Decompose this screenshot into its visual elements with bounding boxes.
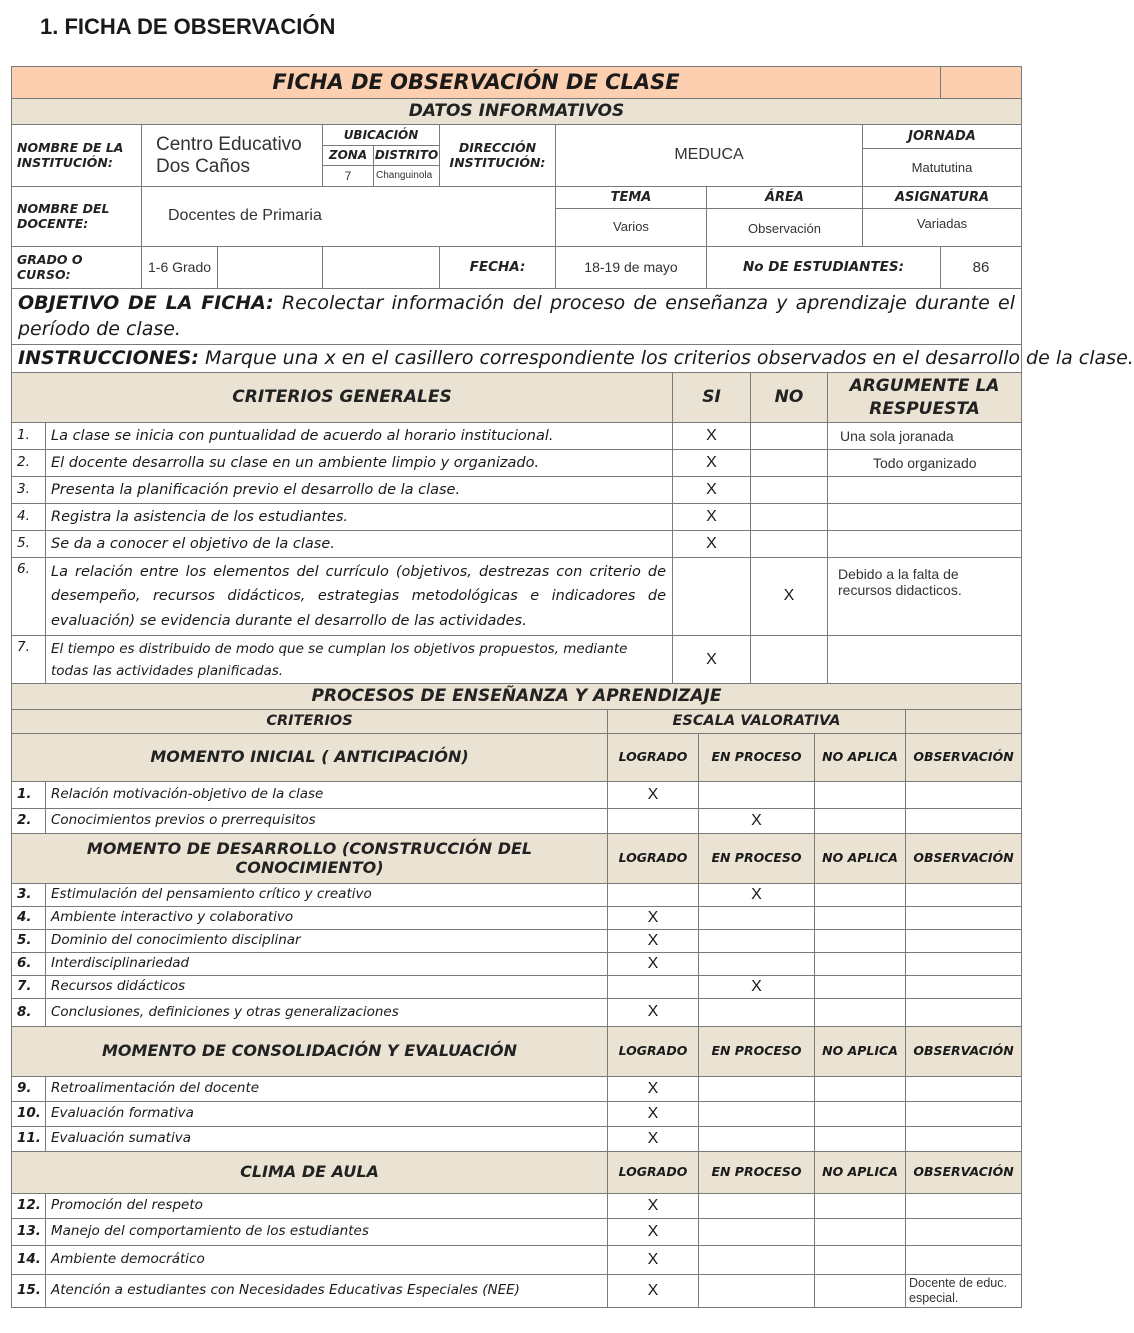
no-aplica-mark [815, 976, 906, 999]
row-criterion: Conclusiones, definiciones y otras generalizaciones [46, 999, 608, 1027]
si-mark: X [673, 636, 751, 686]
row-criterion: Relación motivación-objetivo de la clase [46, 782, 608, 809]
row-number: 10. [12, 1102, 46, 1127]
table-row [12, 423, 1022, 450]
row-criterion: Ambiente democrático [46, 1246, 608, 1275]
en-proceso-mark [699, 1077, 815, 1102]
no-aplica-mark [815, 1194, 906, 1219]
no-header: NO [751, 373, 828, 423]
page-heading: 1. FICHA DE OBSERVACIÓN [40, 14, 336, 39]
en-proceso-mark [699, 930, 815, 953]
objetivo-text: Recolectar información del proceso de enseñanza y aprendizaje durante el período de clase. [18, 292, 1015, 340]
institucion-value: Centro Educativo Dos Caños [142, 125, 323, 187]
argument-text [828, 477, 1022, 504]
asignatura-value: Variadas [916, 215, 968, 231]
procesos-table [11, 683, 1022, 1308]
table-row [12, 1194, 1022, 1219]
zona-label: ZONA [323, 146, 374, 165]
logrado-mark: X [608, 930, 699, 953]
en-proceso-mark: X [699, 976, 815, 999]
table-row [12, 477, 1022, 504]
fecha-label: FECHA: [440, 247, 556, 289]
no-aplica-header: NO APLICA [815, 734, 906, 782]
no-aplica-mark [815, 1102, 906, 1127]
logrado-header: LOGRADO [608, 734, 699, 782]
section-title: MOMENTO INICIAL ( ANTICIPACIÓN) [12, 734, 608, 782]
instrucciones-row [12, 345, 1134, 373]
en-proceso-mark [699, 1246, 815, 1275]
table-row [12, 884, 1022, 907]
observacion-text [906, 782, 1022, 809]
section-title: MOMENTO DE DESARROLLO (CONSTRUCCIÓN DEL CONOCIMIENTO) [12, 834, 608, 884]
observacion-text [906, 907, 1022, 930]
criterios-header: CRITERIOS [12, 710, 608, 734]
observacion-text [906, 930, 1022, 953]
logrado-mark: X [608, 1077, 699, 1102]
row-number: 5. [12, 531, 46, 558]
logrado-header: LOGRADO [608, 1027, 699, 1077]
no-aplica-mark [815, 907, 906, 930]
tema-label: TEMA [556, 188, 706, 209]
row-criterion: Promoción del respeto [46, 1194, 608, 1219]
logrado-mark: X [608, 1275, 699, 1308]
si-mark: X [673, 477, 751, 504]
no-mark [751, 477, 828, 504]
form-title: FICHA DE OBSERVACIÓN DE CLASE [12, 67, 941, 99]
criterios-generales-table [11, 372, 1022, 686]
grado-empty-2 [323, 247, 440, 289]
table-row [12, 1102, 1022, 1127]
row-number: 4. [12, 907, 46, 930]
no-mark [751, 636, 828, 686]
no-mark: X [751, 558, 828, 636]
en-proceso-mark [699, 1219, 815, 1246]
logrado-header: LOGRADO [608, 1152, 699, 1194]
table-row [12, 1275, 1022, 1308]
row-number: 2. [12, 450, 46, 477]
instrucciones-label: INSTRUCCIONES: [18, 346, 199, 369]
en-proceso-mark: X [699, 884, 815, 907]
en-proceso-header: EN PROCESO [699, 1027, 815, 1077]
row-number: 15. [12, 1275, 46, 1308]
row-number: 11. [12, 1127, 46, 1152]
no-aplica-mark [815, 884, 906, 907]
row-criterion: Recursos didácticos [46, 976, 608, 999]
table-row [12, 809, 1022, 834]
escala-corner [906, 710, 1022, 734]
row-number: 14. [12, 1246, 46, 1275]
asignatura-cell [863, 187, 1022, 247]
argument-text: Todo organizado [828, 450, 1022, 477]
no-aplica-mark [815, 1219, 906, 1246]
no-mark [751, 450, 828, 477]
row-criterion: El tiempo es distribuido de modo que se cumplan los objetivos propuestos, mediante todas las actividades planificadas. [46, 636, 673, 686]
asignatura-label: ASIGNATURA [863, 188, 1021, 209]
en-proceso-mark [699, 1127, 815, 1152]
estudiantes-value: 86 [941, 247, 1022, 289]
row-number: 9. [12, 1077, 46, 1102]
no-mark [751, 504, 828, 531]
logrado-mark: X [608, 907, 699, 930]
logrado-mark [608, 976, 699, 999]
logrado-mark [608, 884, 699, 907]
table-row [12, 1246, 1022, 1275]
row-criterion: Presenta la planificación previo el desarrollo de la clase. [46, 477, 673, 504]
observacion-text [906, 1219, 1022, 1246]
en-proceso-mark: X [699, 809, 815, 834]
logrado-mark: X [608, 1194, 699, 1219]
en-proceso-header: EN PROCESO [699, 834, 815, 884]
table-row [12, 636, 1022, 686]
en-proceso-mark [699, 953, 815, 976]
row-number: 7. [12, 636, 46, 686]
docente-label: NOMBRE DEL DOCENTE: [12, 187, 142, 247]
row-criterion: Estimulación del pensamiento crítico y creativo [46, 884, 608, 907]
logrado-mark [608, 809, 699, 834]
instrucciones-text: Marque una x en el casillero correspondiente los criterios observados en el desarrollo de la clase. [198, 346, 1134, 369]
docente-value: Docentes de Primaria [142, 187, 556, 247]
logrado-header: LOGRADO [608, 834, 699, 884]
table-row [12, 953, 1022, 976]
no-aplica-header: NO APLICA [815, 834, 906, 884]
area-cell [707, 187, 863, 247]
observacion-text [906, 976, 1022, 999]
en-proceso-mark [699, 1194, 815, 1219]
jornada-value: Matututina [911, 159, 973, 175]
ubicacion-cell [323, 125, 440, 187]
row-criterion: Interdisciplinariedad [46, 953, 608, 976]
observacion-text [906, 1246, 1022, 1275]
area-label: ÁREA [707, 188, 862, 209]
direccion-label: DIRECCIÓN INSTITUCIÓN: [440, 125, 556, 187]
no-mark [751, 423, 828, 450]
row-criterion: La clase se inicia con puntualidad de acuerdo al horario institucional. [46, 423, 673, 450]
en-proceso-header: EN PROCESO [699, 1152, 815, 1194]
ficha-top-table [11, 66, 1134, 373]
tema-cell [556, 187, 707, 247]
logrado-mark: X [608, 953, 699, 976]
table-row [12, 1219, 1022, 1246]
table-row [12, 1127, 1022, 1152]
observacion-header: OBSERVACIÓN [906, 734, 1022, 782]
row-criterion: Manejo del comportamiento de los estudiantes [46, 1219, 608, 1246]
row-criterion: Evaluación sumativa [46, 1127, 608, 1152]
observacion-text [906, 1102, 1022, 1127]
no-aplica-mark [815, 809, 906, 834]
no-aplica-mark [815, 782, 906, 809]
row-number: 4. [12, 504, 46, 531]
row-criterion: Atención a estudiantes con Necesidades Educativas Especiales (NEE) [46, 1275, 608, 1308]
argument-text [828, 504, 1022, 531]
grado-empty-1 [218, 247, 323, 289]
fecha-value: 18-19 de mayo [556, 247, 707, 289]
table-row [12, 999, 1022, 1027]
logrado-mark: X [608, 1246, 699, 1275]
row-criterion: Retroalimentación del docente [46, 1077, 608, 1102]
observacion-text [906, 999, 1022, 1027]
table-row [12, 930, 1022, 953]
observacion-text [906, 953, 1022, 976]
table-row [12, 782, 1022, 809]
row-number: 13. [12, 1219, 46, 1246]
no-aplica-mark [815, 1275, 906, 1308]
table-row [12, 1077, 1022, 1102]
si-mark: X [673, 450, 751, 477]
jornada-label: JORNADA [863, 126, 1021, 149]
row-criterion: Ambiente interactivo y colaborativo [46, 907, 608, 930]
no-aplica-header: NO APLICA [815, 1152, 906, 1194]
table-row [12, 450, 1022, 477]
en-proceso-mark [699, 1275, 815, 1308]
jornada-cell [863, 125, 1022, 187]
tema-value: Varios [613, 218, 649, 234]
section-title: MOMENTO DE CONSOLIDACIÓN Y EVALUACIÓN [12, 1027, 608, 1077]
si-header: SI [673, 373, 751, 423]
row-number: 2. [12, 809, 46, 834]
table-row [12, 907, 1022, 930]
observacion-text [906, 809, 1022, 834]
logrado-mark: X [608, 1127, 699, 1152]
row-number: 3. [12, 477, 46, 504]
distrito-label: DISTRITO [374, 147, 439, 162]
row-criterion: La relación entre los elementos del currículo (objetivos, destrezas con criterio de desempeño, recursos didácticos, estrategias metodológicas e indicadores de evaluación) se evidencia durante el desarrollo de las actividades. [46, 558, 673, 636]
no-aplica-mark [815, 1127, 906, 1152]
area-value: Observación [748, 220, 821, 236]
direccion-value: MEDUCA [556, 125, 863, 187]
en-proceso-header: EN PROCESO [699, 734, 815, 782]
no-aplica-mark [815, 999, 906, 1027]
row-criterion: Registra la asistencia de los estudiantes. [46, 504, 673, 531]
observacion-text [906, 1077, 1022, 1102]
logrado-mark: X [608, 782, 699, 809]
institucion-label: NOMBRE DE LA INSTITUCIÓN: [12, 125, 142, 187]
row-number: 12. [12, 1194, 46, 1219]
argument-text [828, 531, 1022, 558]
distrito-value: Changuinola [376, 169, 433, 181]
table-row [12, 558, 1022, 636]
logrado-mark: X [608, 999, 699, 1027]
section-title: CLIMA DE AULA [12, 1152, 608, 1194]
ubicacion-label: UBICACIÓN [323, 126, 439, 146]
observacion-text [906, 1127, 1022, 1152]
observacion-header: OBSERVACIÓN [906, 834, 1022, 884]
table-row [12, 531, 1022, 558]
title-corner-cell [941, 67, 1022, 99]
row-criterion: Evaluación formativa [46, 1102, 608, 1127]
si-mark: X [673, 423, 751, 450]
row-number: 3. [12, 884, 46, 907]
row-number: 6. [12, 558, 46, 636]
objetivo-label: OBJETIVO DE LA FICHA: [18, 292, 274, 314]
escala-header: ESCALA VALORATIVA [608, 710, 906, 734]
si-mark: X [673, 504, 751, 531]
no-mark [751, 531, 828, 558]
row-number: 8. [12, 999, 46, 1027]
observacion-header: OBSERVACIÓN [906, 1152, 1022, 1194]
row-number: 5. [12, 930, 46, 953]
row-criterion: Dominio del conocimiento disciplinar [46, 930, 608, 953]
observacion-text [906, 884, 1022, 907]
no-aplica-mark [815, 1077, 906, 1102]
row-number: 1. [12, 782, 46, 809]
row-number: 7. [12, 976, 46, 999]
grado-value: 1-6 Grado [142, 247, 218, 289]
logrado-mark: X [608, 1219, 699, 1246]
table-row [12, 504, 1022, 531]
en-proceso-mark [699, 907, 815, 930]
argument-text: Una sola joranada [828, 423, 1022, 450]
observacion-text [906, 1194, 1022, 1219]
row-criterion: El docente desarrolla su clase en un ambiente limpio y organizado. [46, 450, 673, 477]
en-proceso-mark [699, 782, 815, 809]
en-proceso-mark [699, 1102, 815, 1127]
no-aplica-mark [815, 1246, 906, 1275]
si-mark: X [673, 531, 751, 558]
no-aplica-header: NO APLICA [815, 1027, 906, 1077]
table-row [12, 976, 1022, 999]
objetivo-row [12, 289, 1022, 345]
grado-label: GRADO O CURSO: [12, 247, 142, 289]
row-criterion: Se da a conocer el objetivo de la clase. [46, 531, 673, 558]
argument-text [828, 636, 1022, 686]
observacion-text: Docente de educ. especial. [906, 1275, 1022, 1308]
datos-informativos-title: DATOS INFORMATIVOS [12, 99, 1022, 125]
no-aplica-mark [815, 930, 906, 953]
no-aplica-mark [815, 953, 906, 976]
argumento-header: ARGUMENTE LA RESPUESTA [828, 373, 1022, 423]
row-number: 6. [12, 953, 46, 976]
estudiantes-label: No DE ESTUDIANTES: [707, 247, 941, 289]
procesos-title: PROCESOS DE ENSEÑANZA Y APRENDIZAJE [12, 684, 1022, 710]
row-criterion: Conocimientos previos o prerrequisitos [46, 809, 608, 834]
en-proceso-mark [699, 999, 815, 1027]
zona-value: 7 [323, 166, 374, 186]
criterios-generales-header: CRITERIOS GENERALES [12, 373, 673, 423]
observacion-header: OBSERVACIÓN [906, 1027, 1022, 1077]
si-mark [673, 558, 751, 636]
logrado-mark: X [608, 1102, 699, 1127]
row-number: 1. [12, 423, 46, 450]
argument-text: Debido a la falta de recursos didacticos. [828, 558, 1022, 636]
